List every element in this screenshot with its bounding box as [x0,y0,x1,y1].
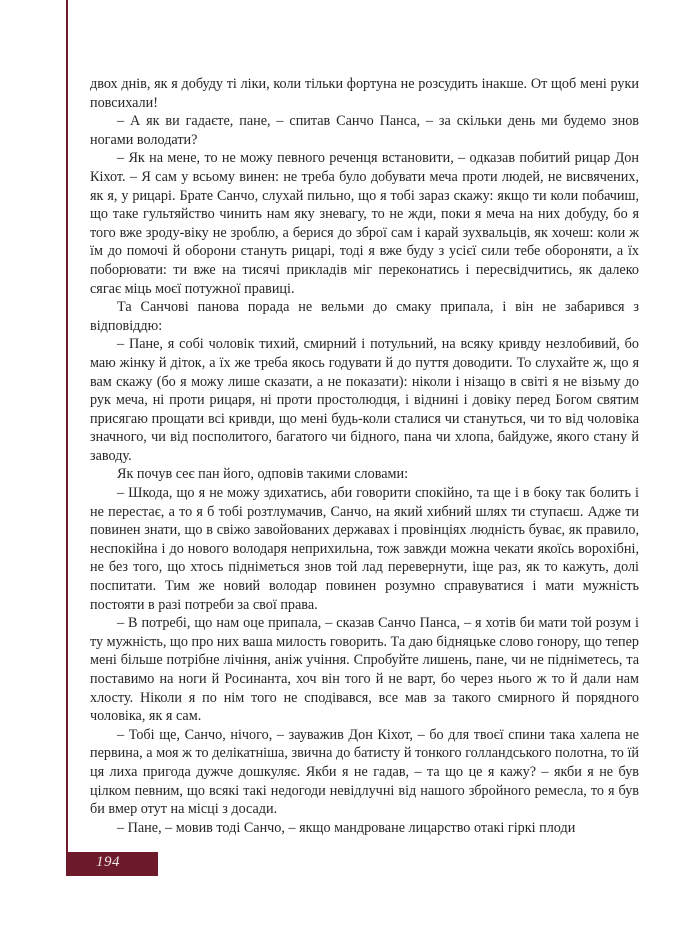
paragraph: двох днів, як я добуду ті ліки, коли тільки фортуна не розсудить інакше. От щоб мені руки повсихали! [90,76,639,111]
paragraph: – Пане, – мовив тоді Санчо, – якщо мандроване лицарство отакі гіркі плоди [117,819,576,836]
page-number-tab [66,852,158,876]
paragraph: – Як на мене, то не можу певного реченця встановити, – одказав побитий рицар Дон Кіхот. – Я сам у всьому винен: не треба було добувати меча проти людей, не висвячених, як я, у рицарі. Брате Санчо, слухай пильно, що я тобі зараз скажу: якщо ти коли побачиш, що таке гультяйство чинить нам яку зневагу, то не жди, поки я меча на них добуду, бо я того вже зроду-віку не зроблю, а берися до зброї сам і карай зухвальців, як хочеш: коли ж їм до помочі й оборони стануть рицарі, тоді я вже буду з усієї сили тебе обороняти, а їх поборювати: ти вже на тисячі прикладів міг переконатись і пересвідчитись, як далеко сягає міць моєї потужної правиці. [90,150,639,297]
paragraph: Як почув сеє пан його, одповів такими словами: [117,466,409,483]
body-text [90,75,639,837]
paragraph: Та Санчові панова порада не вельми до смаку припала, і він не забарився з відповіддю: [90,299,639,334]
margin-rule [66,0,68,868]
page-number: 194 [96,854,120,870]
paragraph: – Тобі ще, Санчо, нічого, – зауважив Дон Кіхот, – бо для твоєї спини така халепа не первина, а моя ж то делікатніша, звична до батисту й тонкого голландського полотна, то їй ця лиха пригода дужче дошкуляє. Якби я не гадав, – та що це я кажу? – якби я не був цілком певним, що всякі такі недогоди невідлучні від нашого збройного ремесла, то я був би вмер отут на місці з досади. [90,726,639,818]
paragraph: – Шкода, що я не можу здихатись, аби говорити спокійно, та ще і в боку так болить і не перестає, а то я б тобі розтлумачив, Санчо, на який хибний шлях ти ступаєш. Адже ти повинен знати, що в свіжо завойованих державах і провінціях людність буває, як правило, неспокійна і до нового володаря неприхильна, тож завжди можна чекати якоїсь ворохібні, не без того, що хтось підніметься знов той лад перевернути, іще раз, як то кажуть, долі поспитати. Тим же новий володар повинен розумно справуватися і мати мужність постояти в разі потреби за свої права. [90,485,639,613]
paragraph: – А як ви гадаєте, пане, – спитав Санчо Панса, – за скільки день ми будемо знов ногами володати? [90,113,639,148]
paragraph: – В потребі, що нам оце припала, – сказав Санчо Панса, – я хотів би мати той розум і ту мужність, що про них ваша милость говорить. Та даю бідняцьке слово гонору, що тепер мені більше потрібне лічіння, аніж учіння. Спробуйте лишень, пане, чи не підніметесь, та поставимо на ноги й Росинанта, хоч він того й не варт, бо через нього ж то й дали нам хлосту. Ніколи я по нім того не сподівався, все мав за такого смирного й порядного чоловіка, як я сам. [90,615,639,725]
paragraph: – Пане, я собі чоловік тихий, смирний і потульний, на всяку кривду незлобивий, бо маю жінку й діток, а їх же треба якось годувати й до пуття доводити. То слухайте ж, що я вам скажу (бо я можу лише сказати, а не показати): ніколи і нізащо в світі я не візьму до рук меча, ні проти рицаря, ні проти простолюдця, і віднині і довіку перед Богом святим присягаю прощати всі кривди, що мені будь-коли сталися чи стануться, чи то від чоловіка значного, чи від посполитого, багатого чи бідного, пана чи хлопа, байдуже, якого стану й заводу. [90,336,639,464]
